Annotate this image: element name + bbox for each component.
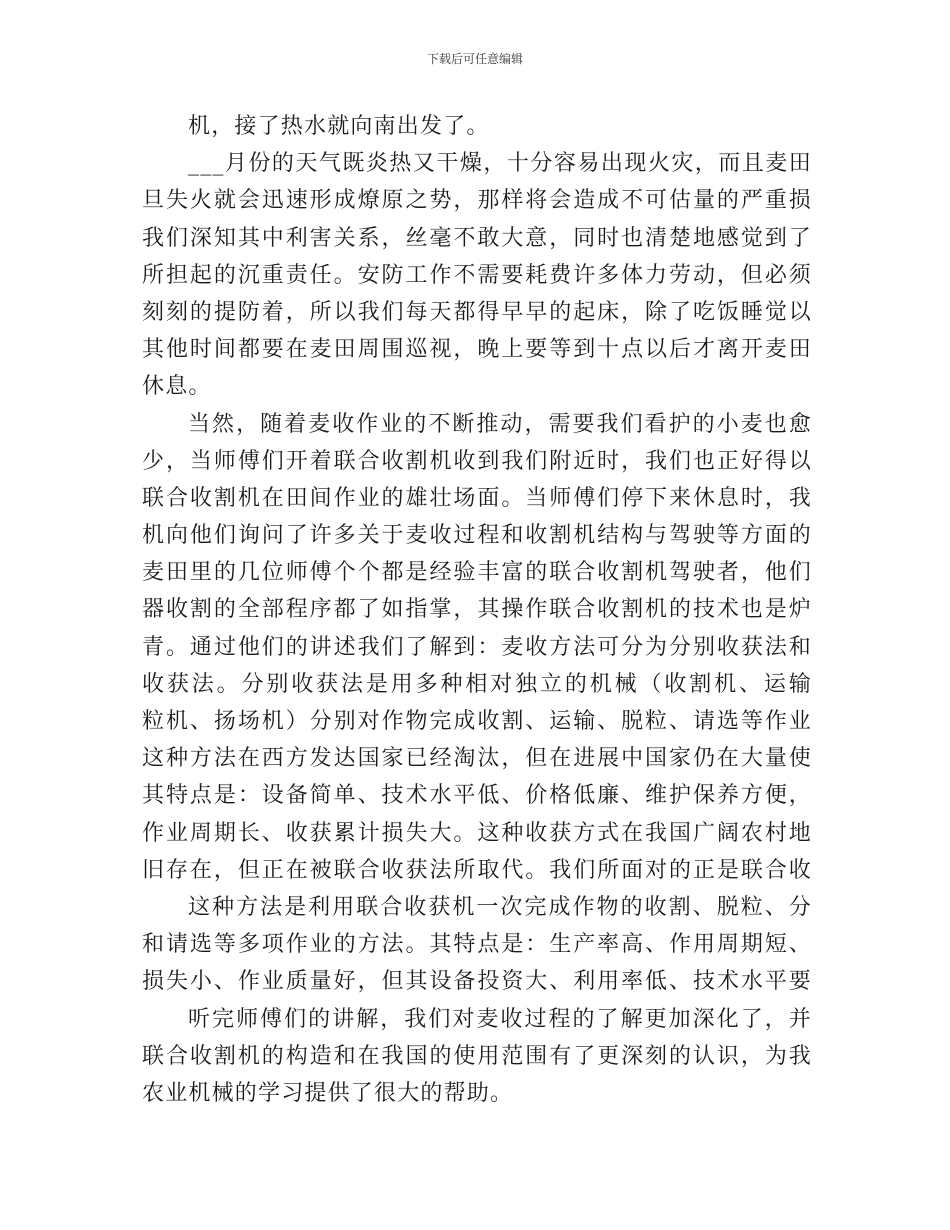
text-line: 刻刻的提防着，所以我们每天都得早早的起床，除了吃饭睡觉以 (142, 299, 812, 325)
page-header: 下载后可任意编辑 (426, 52, 523, 66)
text-line: 这种方法是利用联合收获机一次完成作物的收割、脱粒、分 (188, 894, 812, 920)
text-line: 少，当师傅们开着联合收割机收到我们附近时，我们也正好得以 (142, 448, 812, 474)
text-line: 和请选等多项作业的方法。其特点是：生产率高、作用周期短、 (142, 932, 812, 958)
text-line: 当然，随着麦收作业的不断推动，需要我们看护的小麦也愈 (188, 411, 812, 437)
text-line: 其他时间都要在麦田周围巡视，晚上要等到十点以后才离开麦田 (142, 337, 812, 363)
text-line: 听完师傅们的讲解，我们对麦收过程的了解更加深化了，并 (188, 1006, 812, 1032)
text-line: 旦失火就会迅速形成燎原之势，那样将会造成不可估量的严重损 (142, 188, 812, 214)
text-line: 这种方法在西方发达国家已经淘汰，但在进展中国家仍在大量使 (142, 746, 812, 772)
text-line: 其特点是：设备简单、技术水平低、价格低廉、维护保养方便， (142, 783, 812, 809)
text-line: 机向他们询问了许多关于麦收过程和收割机结构与驾驶等方面的 (142, 523, 812, 549)
text-line: 收获法。分别收获法是用多种相对独立的机械（收割机、运输 (142, 671, 812, 697)
text-line: 旧存在，但正在被联合收获法所取代。我们所面对的正是联合收 (142, 857, 812, 883)
text-line: 损失小、作业质量好，但其设备投资大、利用率低、技术水平要 (142, 969, 812, 995)
text-line: 农业机械的学习提供了很大的帮助。 (142, 1080, 514, 1106)
text-line: 联合收割机的构造和在我国的使用范围有了更深刻的认识，为我 (142, 1043, 812, 1069)
text-line: 器收割的全部程序都了如指掌，其操作联合收割机的技术也是炉 (142, 597, 812, 623)
text-line: 麦田里的几位师傅个个都是经验丰富的联合收割机驾驶者，他们 (142, 560, 812, 586)
text-line: 粒机、扬场机）分别对作物完成收割、运输、脱粒、请选等作业 (142, 709, 812, 734)
text-line: 所担起的沉重责任。安防工作不需要耗费许多体力劳动，但必须 (142, 262, 812, 288)
text-line: 联合收割机在田间作业的雄壮场面。当师傅们停下来休息时，我 (142, 485, 812, 511)
text-line: 机，接了热水就向南出发了。 (188, 114, 490, 139)
text-line: 我们深知其中利害关系，丝毫不敢大意，同时也清楚地感觉到了 (142, 225, 812, 251)
text-line: 青。通过他们的讲述我们了解到：麦收方法可分为分别收获法和 (142, 634, 812, 660)
text-line: ___月份的天气既炎热又干燥，十分容易出现火灾，而且麦田 (188, 151, 812, 177)
text-line: 休息。 (142, 374, 212, 400)
document-body (142, 108, 812, 1112)
text-line: 作业周期长、收获累计损失大。这种收获方式在我国广阔农村地 (142, 820, 812, 846)
